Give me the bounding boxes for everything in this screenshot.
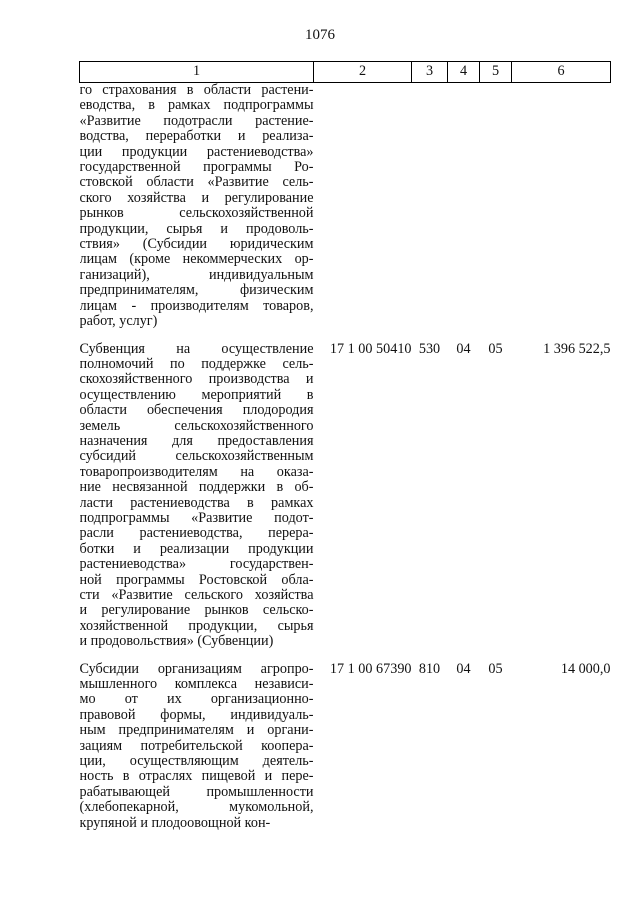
row-vr: 530	[418, 340, 441, 357]
description-line: еводства, в рамках подпрограммы	[79, 98, 314, 114]
description-line: ции, осуществляющим деятель-	[79, 754, 314, 770]
row-rz: 04	[456, 340, 471, 357]
description-line: Субсидии организациям агропро-	[79, 661, 314, 677]
description-line: субсидий сельскохозяйственным	[79, 449, 314, 465]
row-description	[80, 83, 314, 330]
description-line: продукции, сырья и продоволь-	[79, 221, 314, 237]
row-vr	[412, 83, 448, 330]
description-line: (хлебопекарной, мукомольной,	[79, 800, 314, 816]
row-spacer	[80, 650, 611, 662]
description-line: предпринимателям, физическим	[79, 283, 314, 299]
description-line: и регулирование рынков сельско-	[79, 603, 314, 619]
description-line: правовой формы, индивидуаль-	[79, 707, 314, 723]
description-line: назначения для предоставления	[79, 433, 314, 449]
header-col-5: 5	[480, 62, 512, 83]
description-line: мо от их организационно-	[79, 692, 314, 708]
description-line: расли растениеводства, перера-	[79, 526, 314, 542]
row-spacer-cell	[80, 330, 611, 342]
row-pr: 05	[488, 340, 503, 357]
row-spacer-cell	[80, 650, 611, 662]
description-line: «Развитие подотрасли растение-	[79, 113, 314, 129]
description-line: ной программы Ростовской обла-	[79, 572, 314, 588]
description-line: растениеводства» государствен-	[79, 557, 314, 573]
description-line: ность в отраслях пищевой и пере-	[79, 769, 314, 785]
header-col-4: 4	[448, 62, 480, 83]
row-spacer	[80, 330, 611, 342]
description-line: осуществлению мероприятий в	[79, 387, 314, 403]
description-line: рабатывающей промышленности	[79, 784, 314, 800]
description-line: ным предпринимателям и органи-	[79, 723, 314, 739]
budget-table	[79, 61, 611, 831]
row-pr	[480, 83, 512, 330]
description-line: области обеспечения плодородия	[79, 403, 314, 419]
description-line: товаропроизводителям на оказа-	[79, 464, 314, 480]
description-line: ции продукции растениеводства»	[79, 144, 314, 160]
description-line: лицам - производителям товаров,	[79, 298, 314, 314]
description-line: сти «Развитие сельского хозяйства	[79, 588, 314, 603]
description-line: зациям потребительской коопера-	[79, 738, 314, 754]
header-col-1: 1	[80, 62, 314, 83]
description-line: хозяйственной продукции, сырья	[79, 618, 314, 634]
description-line: ганизаций), индивидуальным	[79, 267, 314, 283]
description-line: стовской области «Развитие сель-	[79, 175, 314, 191]
description-line: полномочий по поддержке сель-	[79, 356, 314, 372]
header-col-3: 3	[412, 62, 448, 83]
description-line: го страхования в области растени-	[79, 83, 314, 98]
row-description	[80, 662, 314, 831]
description-line: государственной программы Ро-	[79, 160, 314, 176]
description-line: Субвенция на осуществление	[79, 341, 314, 357]
description-line: ствия» (Субсидии юридическим	[79, 237, 314, 253]
row-rz: 04	[456, 660, 471, 677]
header-row	[80, 62, 611, 83]
description-line: мышленного комплекса независи-	[79, 677, 314, 693]
header-col-6: 6	[512, 62, 611, 83]
row-rz	[448, 83, 480, 330]
description-line: ние несвязанной поддержки в об-	[79, 480, 314, 496]
description-line: скохозяйственного производства и	[79, 372, 314, 388]
page-number: 1076	[305, 27, 335, 43]
table-row	[80, 342, 611, 650]
description-line: лицам (кроме некоммерческих ор-	[79, 252, 314, 268]
row-vr: 810	[418, 660, 441, 677]
row-pr: 05	[488, 660, 503, 677]
table-body	[80, 83, 611, 832]
row-sum: 1 396 522,5	[543, 340, 611, 357]
row-code	[314, 83, 412, 330]
description-line: крупяной и плодоовощной кон-	[79, 815, 271, 831]
description-line: водства, переработки и реализа-	[79, 129, 314, 145]
header-col-2: 2	[314, 62, 412, 83]
row-code: 17 1 00 67390	[329, 660, 412, 677]
row-code: 17 1 00 50410	[329, 340, 412, 357]
description-line: ботки и реализации продукции	[79, 541, 314, 557]
table-row	[80, 83, 611, 330]
description-line: рынков сельскохозяйственной	[79, 206, 314, 222]
description-line: работ, услуг)	[79, 314, 158, 330]
description-line: и продовольствия» (Субвенции)	[79, 634, 274, 650]
table-header	[80, 62, 611, 83]
description-line: ласти растениеводства в рамках	[79, 495, 314, 511]
description-line: ского хозяйства и регулирование	[79, 190, 314, 206]
row-description	[80, 342, 314, 650]
description-line: подпрограммы «Развитие подот-	[79, 510, 314, 526]
description-line: земель сельскохозяйственного	[79, 418, 314, 434]
row-sum: 14 000,0	[560, 660, 611, 677]
row-sum	[512, 83, 611, 330]
table-row	[80, 662, 611, 831]
